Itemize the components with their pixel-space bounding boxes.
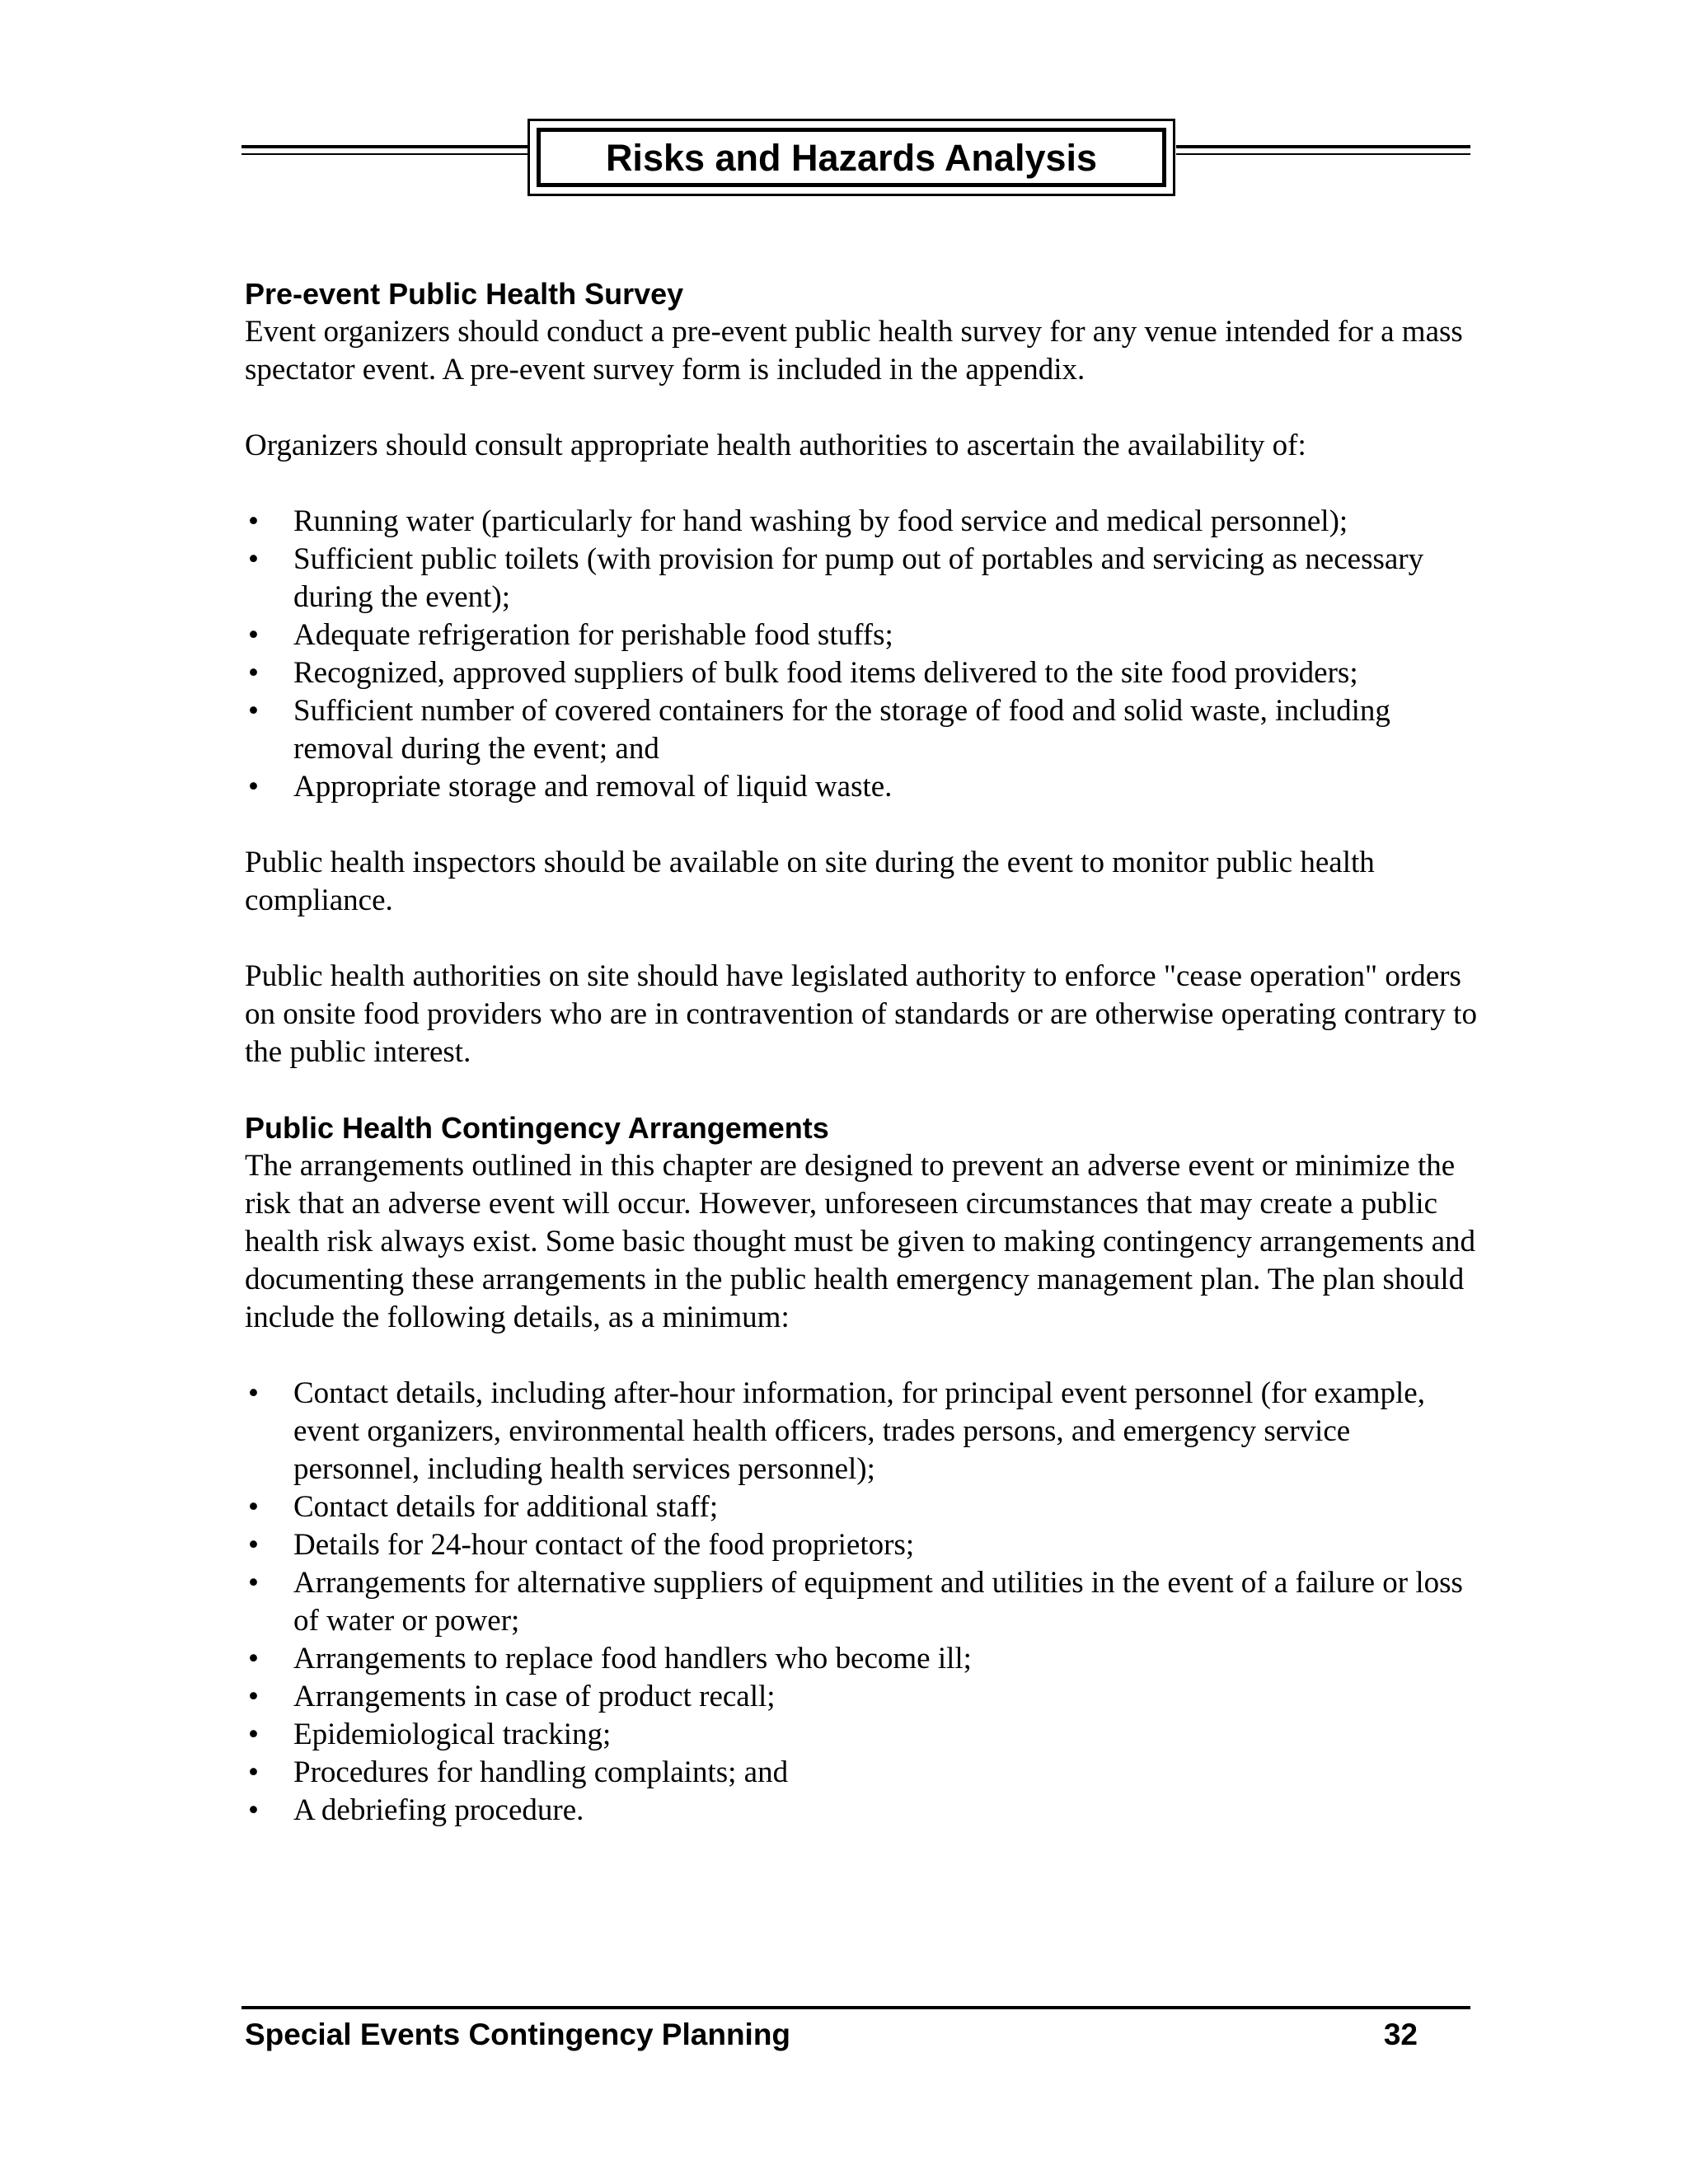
bullet-icon: • <box>248 1376 259 1410</box>
list-item-text: Contact details for additional staff; <box>293 1490 719 1524</box>
header-rule-left <box>241 145 532 148</box>
list-item <box>245 1564 1481 1640</box>
list-item-text: Sufficient number of covered containers for the storage of food and solid waste, including removal during the event; and <box>293 694 1390 766</box>
list-item <box>245 1375 1481 1488</box>
paragraph: Organizers should consult appropriate health authorities to ascertain the availability of: <box>245 429 1306 462</box>
paragraph: The arrangements outlined in this chapter are designed to prevent an adverse event or minimize the risk that an adverse event will occur. However, unforeseen circumstances that may create a public health risk always exist. Some basic thought must be given to making contingency arrangements and documenting these arrangements in the public health emergency management plan. The plan should include the following details, as a minimum: <box>245 1149 1476 1334</box>
list-item-text: Sufficient public toilets (with provision for pump out of portables and servicing as necessary during the event); <box>293 542 1424 614</box>
list-item-text: Arrangements for alternative suppliers of equipment and utilities in the event of a failure or loss of water or power; <box>293 1566 1463 1638</box>
paragraph: Public health authorities on site should have legislated authority to enforce "cease operation" orders on onsite food providers who are in contravention of standards or are otherwise operating contrary to the public interest. <box>245 959 1477 1069</box>
section-heading: Public Health Contingency Arrangements <box>245 1111 829 1145</box>
header-rule-left-thin <box>241 153 532 155</box>
bullet-icon: • <box>248 1680 259 1713</box>
page-title: Risks and Hazards Analysis <box>605 136 1098 179</box>
page-number: 32 <box>1383 2018 1418 2051</box>
bullet-list <box>245 503 1481 806</box>
list-item <box>245 1640 1481 1678</box>
bullet-icon: • <box>248 1490 259 1524</box>
list-item <box>245 768 1481 806</box>
header-rule-right-thin <box>1176 153 1470 155</box>
list-item <box>245 541 1481 616</box>
list-item-text: Procedures for handling complaints; and <box>293 1755 789 1789</box>
list-item <box>245 616 1481 654</box>
list-item <box>245 692 1481 768</box>
bullet-icon: • <box>248 1566 259 1600</box>
bullet-icon: • <box>248 542 259 576</box>
list-item-text: Details for 24-hour contact of the food proprietors; <box>293 1528 915 1562</box>
list-item <box>245 1526 1481 1564</box>
footer-title: Special Events Contingency Planning <box>245 2018 791 2051</box>
list-item-text: Contact details, including after-hour information, for principal event personnel (for example, event organizers, environmental health officers, trades persons, and emergency service personnel, including health services personnel); <box>293 1376 1425 1486</box>
list-item <box>245 1792 1481 1830</box>
bullet-icon: • <box>248 1642 259 1675</box>
list-item <box>245 503 1481 541</box>
header-title-box <box>528 119 1175 196</box>
list-item <box>245 1754 1481 1792</box>
list-item-text: Recognized, approved suppliers of bulk food items delivered to the site food providers; <box>293 656 1358 690</box>
bullet-icon: • <box>248 1755 259 1789</box>
section-pre-event-survey <box>245 275 1481 1071</box>
list-item-text: Appropriate storage and removal of liquid waste. <box>293 770 893 804</box>
list-item-text: Adequate refrigeration for perishable food stuffs; <box>293 618 893 652</box>
header-title-box-inner <box>537 128 1166 187</box>
bullet-icon: • <box>248 1793 259 1827</box>
header-rule-right <box>1176 145 1470 148</box>
list-item <box>245 654 1481 692</box>
list-item <box>245 1678 1481 1716</box>
paragraph: Event organizers should conduct a pre-event public health survey for any venue intended for a mass spectator event. A pre-event survey form is included in the appendix. <box>245 315 1463 387</box>
bullet-icon: • <box>248 656 259 690</box>
list-item-text: Epidemiological tracking; <box>293 1718 612 1751</box>
list-item <box>245 1488 1481 1526</box>
bullet-icon: • <box>248 1718 259 1751</box>
section-heading: Pre-event Public Health Survey <box>245 277 684 311</box>
list-item-text: Arrangements to replace food handlers who become ill; <box>293 1642 972 1675</box>
bullet-icon: • <box>248 618 259 652</box>
list-item-text: A debriefing procedure. <box>293 1793 584 1827</box>
list-item-text: Running water (particularly for hand washing by food service and medical personnel); <box>293 504 1348 538</box>
bullet-list <box>245 1375 1481 1830</box>
bullet-icon: • <box>248 770 259 804</box>
main-content <box>245 275 1481 1830</box>
paragraph: Public health inspectors should be available on site during the event to monitor public health compliance. <box>245 846 1375 917</box>
list-item <box>245 1716 1481 1754</box>
list-item-text: Arrangements in case of product recall; <box>293 1680 776 1713</box>
section-contingency-arrangements <box>245 1109 1481 1830</box>
footer-rule <box>241 2006 1470 2009</box>
bullet-icon: • <box>248 694 259 728</box>
bullet-icon: • <box>248 1528 259 1562</box>
bullet-icon: • <box>248 504 259 538</box>
